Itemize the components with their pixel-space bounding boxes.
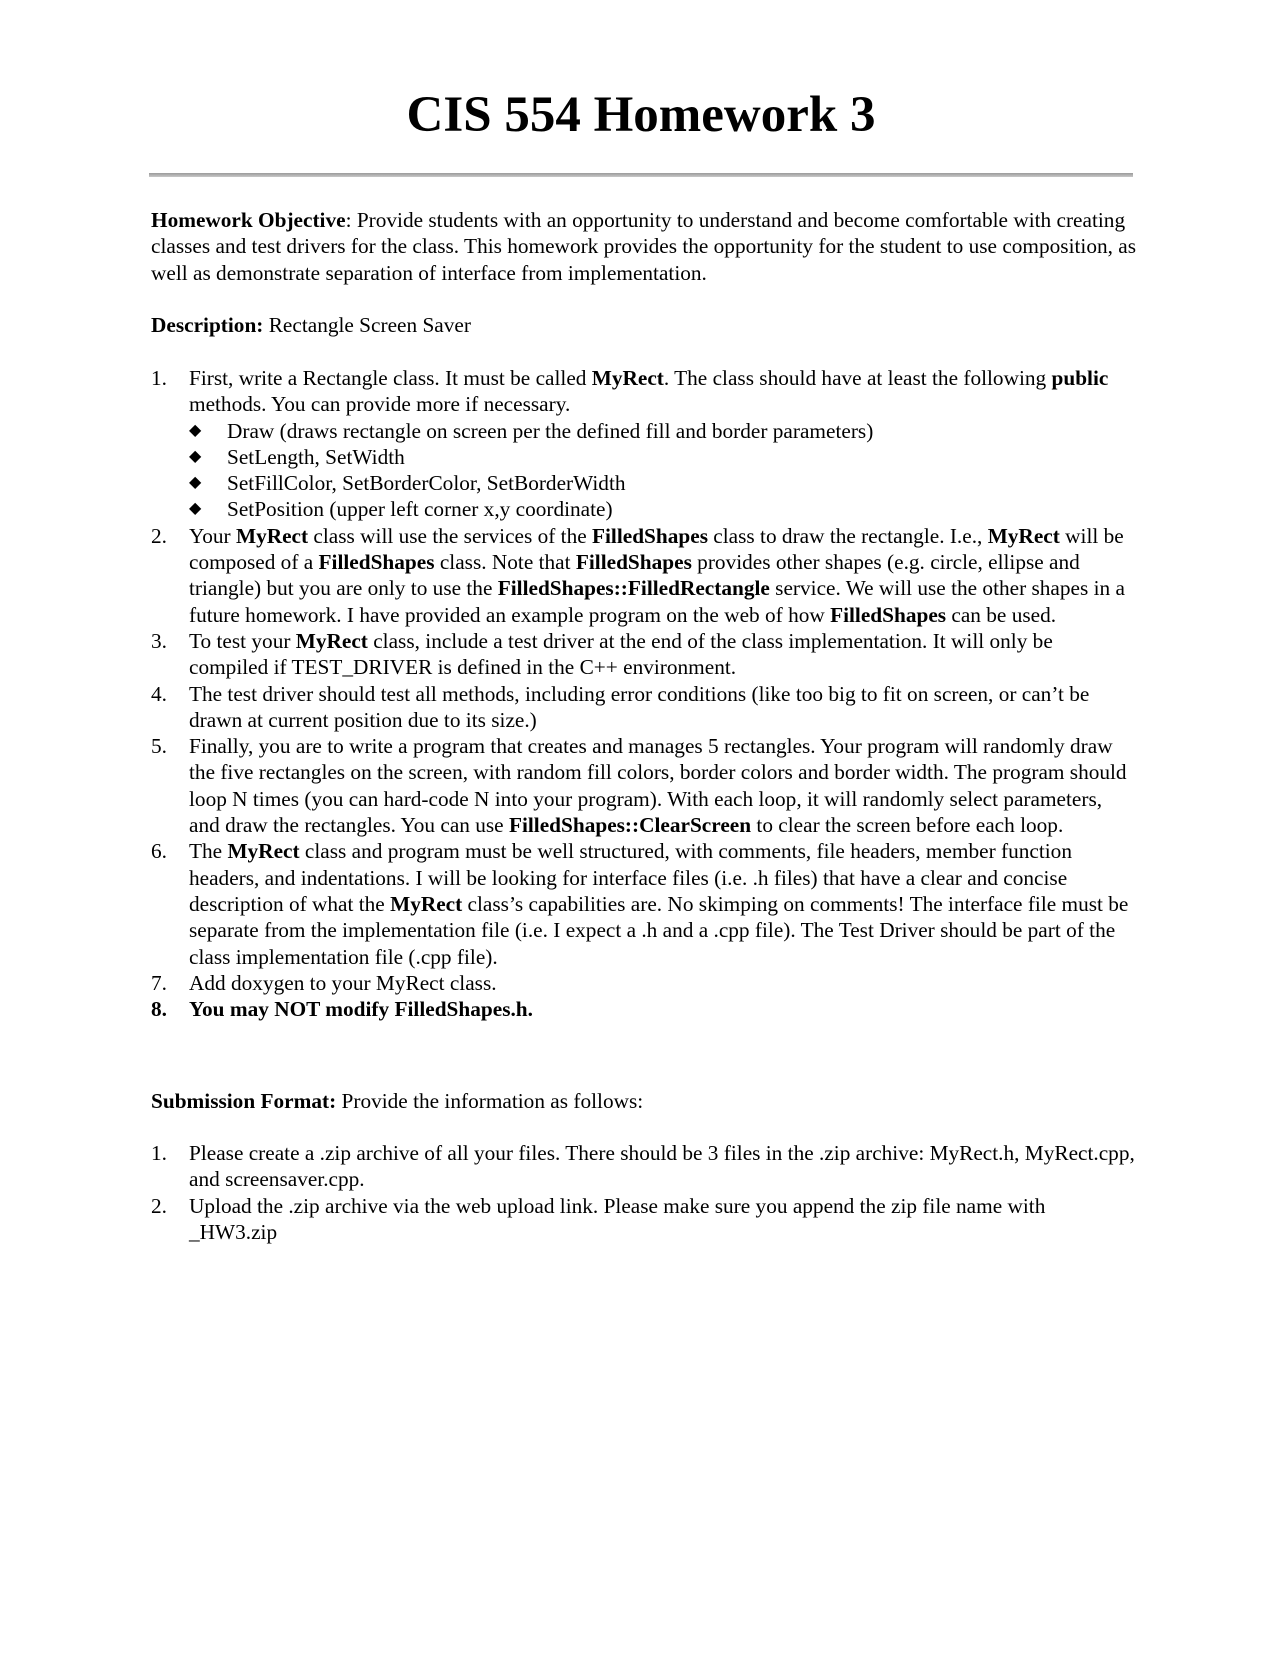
bullet-item: [189, 418, 1136, 444]
diamond-bullet-icon: ◆: [189, 500, 202, 518]
requirements-list: [151, 365, 1136, 1022]
item-bold: MyRect: [390, 891, 463, 916]
diamond-bullet-icon: ◆: [189, 421, 202, 439]
submission-label: Submission Format:: [151, 1089, 337, 1113]
description-paragraph: [151, 312, 1136, 338]
item-text: can be used.: [946, 602, 1057, 627]
item-text: Finally, you are to write a program that creates and manages 5 rectangles. Your program will randomly draw the five rectangles on the screen, with random fill colors, border colors and border width. The program should loop N times (you can hard-code N into your program). With each loop, it will randomly select parameters, and draw the rectangles. You can use: [189, 734, 1127, 838]
item-text: will be composed of a: [189, 523, 1124, 575]
item-bold: MyRect: [987, 523, 1060, 548]
list-item: [151, 523, 1136, 628]
item-bold: FilledShapes::FilledRectangle: [497, 576, 770, 601]
list-item: [151, 681, 1136, 734]
item-text: class, include a test driver at the end of the class implementation. It will only be compiled if TEST_DRIVER is defined in the C++ environment.: [189, 628, 1053, 680]
item-number: 2.: [151, 523, 167, 548]
item-text: methods. You can provide more if necessary.: [189, 392, 571, 417]
bullet-text: SetFillColor, SetBorderColor, SetBorderWidth: [227, 471, 626, 496]
item-text: Add doxygen to your MyRect class.: [189, 970, 497, 995]
item-number: 5.: [151, 734, 167, 759]
diamond-bullet-icon: ◆: [189, 474, 202, 492]
item-text: provides other shapes (e.g. circle, ellipse and triangle) but you are only to use the: [189, 550, 1080, 601]
description-text: Rectangle Screen Saver: [263, 313, 471, 337]
item-number: 1.: [151, 366, 167, 390]
objective-paragraph: [151, 207, 1136, 286]
item-text: class. Note that: [434, 550, 576, 575]
item-text: class’s capabilities are. No skimping on comments! The interface file must be separate from the implementation file (i.e. I expect a .h and a .cpp file). The Test Driver should be part of the class implementation file (.cpp file).: [189, 891, 1129, 969]
list-item: [151, 1140, 1136, 1193]
objective-text: : Provide students with an opportunity to understand and become comfortable with creating classes and test drivers for the class. This homework provides the opportunity for the student to use composition, as well as demonstrate separation of interface from implementation.: [151, 208, 1137, 285]
list-item: [151, 970, 1136, 996]
item-text: To test your: [189, 628, 296, 653]
item-bold: FilledShapes: [575, 550, 692, 575]
item-bold: MyRect: [227, 839, 300, 864]
item-bold: FilledShapes::ClearScreen: [508, 813, 752, 838]
list-item: [151, 838, 1136, 969]
bullet-item: [189, 470, 1136, 496]
item-text: service. We will use the other shapes in a future homework. I have provided an example program on the web of how: [189, 576, 1125, 627]
item-text: Your: [189, 523, 236, 548]
bullet-text: SetPosition (upper left corner x,y coordinate): [227, 497, 613, 522]
submission-text: Provide the information as follows:: [336, 1089, 644, 1113]
item-number: 4.: [151, 681, 167, 706]
list-item: [151, 996, 1136, 1022]
item-text: The: [189, 839, 228, 864]
item-bold: FilledShapes: [830, 602, 947, 627]
list-item: [151, 365, 1136, 523]
item-number: 2.: [151, 1193, 167, 1218]
item-number: 3.: [151, 628, 167, 653]
item-text: to clear the screen before each loop.: [751, 813, 1064, 838]
item-number: 8.: [151, 997, 167, 1022]
item-text: Please create a .zip archive of all your files. There should be 3 files in the .zip archive: MyRect.h, MyRect.cpp, and screensaver.cpp.: [189, 1141, 1135, 1192]
submission-list: [151, 1140, 1136, 1245]
item-text: class will use the services of the: [308, 523, 592, 548]
item-bold: public: [1051, 366, 1109, 390]
item-text: class and program must be well structured, with comments, file headers, member function headers, and indentations. I will be looking for interface files (i.e. .h files) that have a clear and concise description of what the: [189, 839, 1072, 916]
list-item: [151, 733, 1136, 838]
methods-bullet-list: [189, 418, 1136, 523]
item-number: 6.: [151, 839, 167, 864]
bullet-item: [189, 444, 1136, 470]
item-number: 7.: [151, 970, 167, 995]
item-bold: MyRect: [591, 366, 664, 390]
page-title: CIS 554 Homework 3: [406, 87, 876, 143]
bullet-text: Draw (draws rectangle on screen per the defined fill and border parameters): [227, 418, 874, 443]
item-bold: FilledShapes: [318, 550, 435, 575]
title-divider: [149, 173, 1133, 177]
item-bold: FilledShapes: [592, 523, 708, 548]
item-number: 1.: [151, 1141, 167, 1165]
bullet-item: [189, 496, 1136, 522]
bullet-text: SetLength, SetWidth: [227, 444, 405, 469]
list-item: [151, 1193, 1136, 1246]
item-text: First, write a Rectangle class. It must be called: [189, 366, 592, 390]
item-text: class to draw the rectangle. I.e.,: [707, 523, 988, 548]
item-text: The test driver should test all methods, including error conditions (like too big to fit on screen, or can’t be drawn at current position due to its size.): [189, 681, 1090, 732]
list-item: [151, 628, 1136, 681]
item-bold: MyRect: [295, 628, 368, 653]
objective-label: Homework Objective: [151, 208, 346, 232]
item-bold: MyRect: [235, 523, 309, 548]
description-label: Description:: [151, 313, 264, 337]
diamond-bullet-icon: ◆: [189, 447, 202, 465]
item-text: . The class should have at least the following: [663, 366, 1052, 390]
item-text: You may NOT modify FilledShapes.h.: [189, 997, 533, 1022]
submission-paragraph: [151, 1088, 1136, 1114]
item-text: Upload the .zip archive via the web upload link. Please make sure you append the zip file name with _HW3.zip: [189, 1193, 1046, 1244]
